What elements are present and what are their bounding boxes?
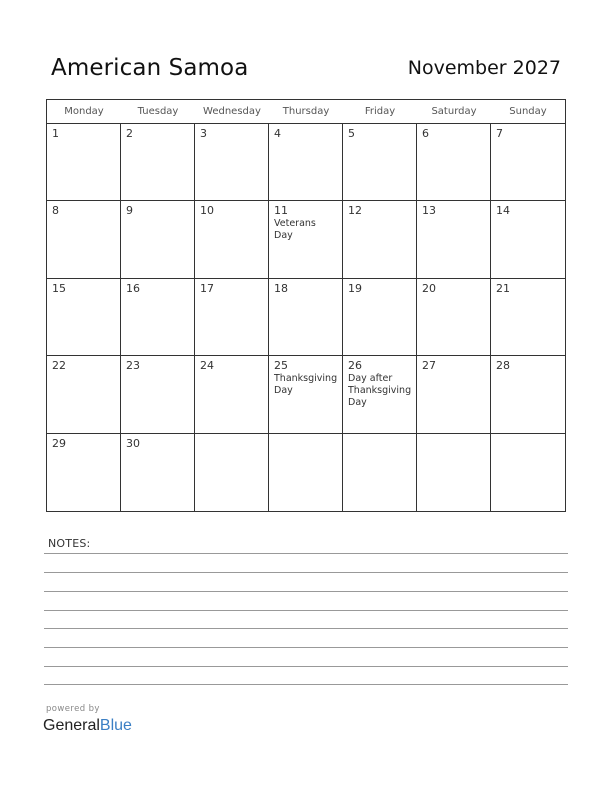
day-number: 8 [52,204,59,218]
weekday-header-row [47,100,565,124]
day-number: 27 [422,359,436,373]
day-number: 16 [126,281,140,295]
day-cell [47,434,121,511]
holiday-label: Day after Thanksgiving Day [348,373,412,409]
brand-blue: Blue [99,717,132,734]
day-cell [269,201,343,278]
day-number: 4 [274,127,281,140]
day-number: 18 [274,281,288,295]
brand-general: General [43,717,100,734]
note-line [44,610,568,611]
day-cell [47,279,121,356]
note-line [44,684,568,685]
day-number: 23 [126,359,140,373]
day-cell [491,201,565,278]
day-number: 29 [52,436,66,450]
day-cell [343,279,417,356]
day-number: 10 [200,204,214,218]
page-title-month: November 2027 [407,57,561,79]
day-cell [121,434,195,511]
day-cell [491,124,565,201]
day-cell [269,356,343,433]
day-cell [269,434,343,511]
weekday-header: Friday [364,106,396,117]
day-cell [195,279,269,356]
day-cell [195,124,269,201]
day-cell [417,434,491,511]
day-cell [343,201,417,278]
day-cell [269,124,343,201]
note-line [44,572,568,573]
day-cell [491,434,565,511]
day-number: 20 [422,281,436,295]
day-number: 17 [200,281,214,295]
day-cell [195,356,269,433]
day-cell [417,124,491,201]
note-line [44,628,568,629]
day-number: 25 [274,359,288,373]
brand-logo[interactable] [43,717,132,735]
holiday-label: Thanksgiving Day [274,373,338,397]
day-cell [417,356,491,433]
weekday-header: Sunday [509,106,547,117]
day-cell [417,279,491,356]
weekday-header: Tuesday [137,106,179,117]
day-number: 7 [496,127,503,140]
holiday-label: Veterans Day [274,218,316,242]
day-number: 12 [348,204,362,218]
calendar-grid [46,99,566,512]
day-number: 22 [52,359,66,373]
day-cells [47,124,565,511]
day-number: 11 [274,204,288,218]
day-cell [47,356,121,433]
page-title-region: American Samoa [51,55,249,81]
note-line [44,647,568,648]
day-cell [269,279,343,356]
day-cell [491,356,565,433]
day-cell [47,201,121,278]
day-cell [121,356,195,433]
day-cell [121,124,195,201]
day-number: 30 [126,436,140,450]
day-number: 14 [496,204,510,218]
weekday-header: Monday [64,106,104,117]
day-number: 3 [200,127,207,140]
day-cell [343,124,417,201]
day-number: 19 [348,281,362,295]
day-number: 15 [52,281,66,295]
notes-label: NOTES: [48,537,91,550]
weekday-header: Saturday [431,106,477,117]
weekday-header: Wednesday [203,106,261,117]
day-number: 28 [496,359,510,373]
day-number: 2 [126,127,133,140]
day-number: 26 [348,359,362,373]
day-cell [121,279,195,356]
day-cell [47,124,121,201]
day-number: 13 [422,204,436,218]
day-cell [343,434,417,511]
day-cell [195,434,269,511]
note-line [44,666,568,667]
day-number: 24 [200,359,214,373]
note-line [44,553,568,554]
day-number: 9 [126,204,133,218]
weekday-header: Thursday [282,106,330,117]
day-cell [195,201,269,278]
powered-by-text: powered by [46,704,100,714]
day-cell [343,356,417,433]
note-line [44,591,568,592]
day-cell [491,279,565,356]
day-number: 6 [422,127,429,140]
day-cell [121,201,195,278]
day-cell [417,201,491,278]
day-number: 21 [496,281,510,295]
day-number: 5 [348,127,355,140]
day-number: 1 [52,127,59,140]
